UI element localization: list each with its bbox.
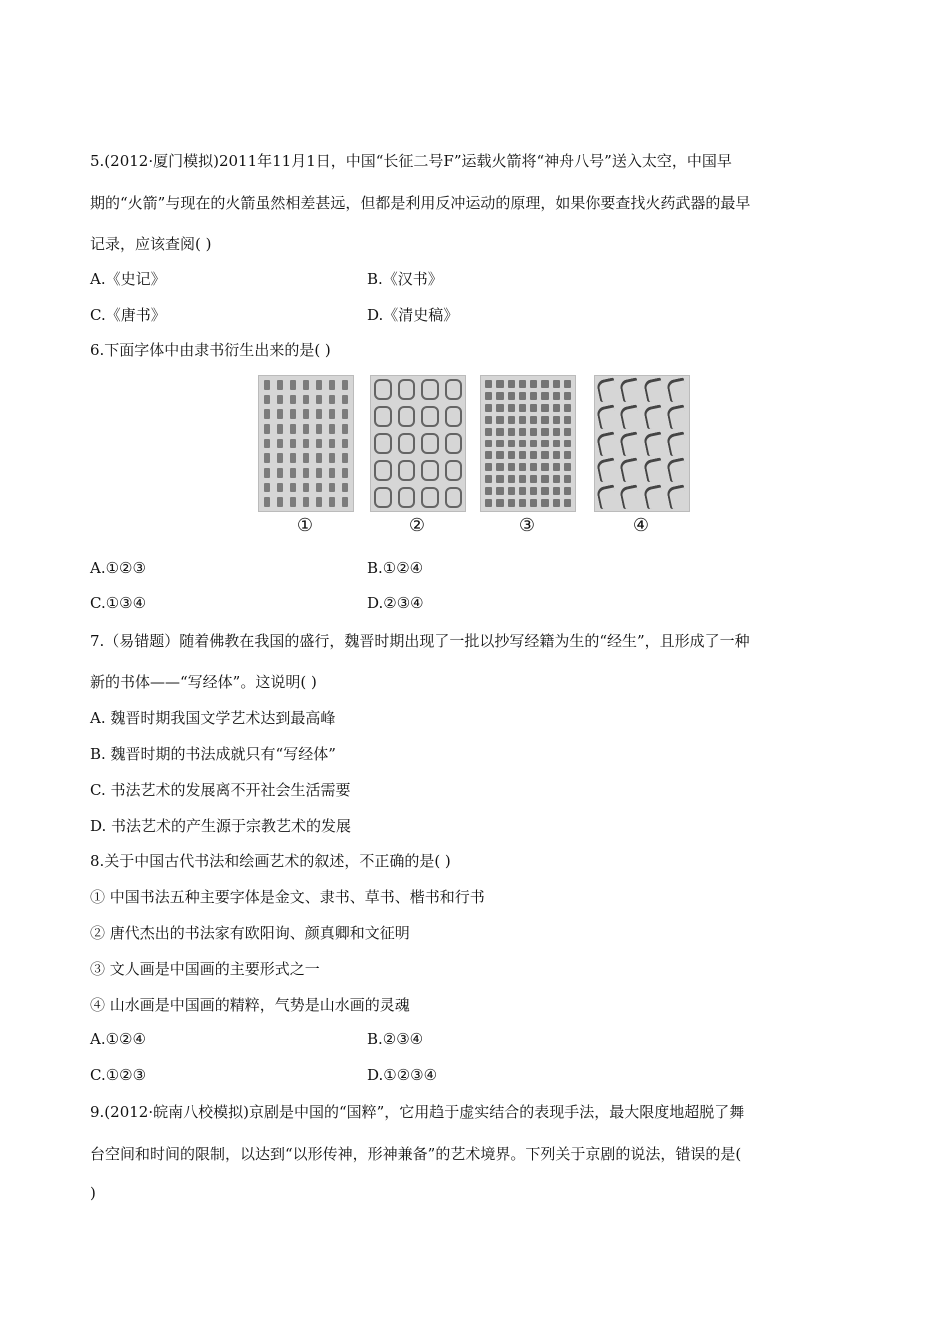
glyph-mark: [596, 404, 618, 429]
glyph-mark: [277, 439, 283, 449]
glyph-mark: [342, 424, 348, 434]
glyph-mark: [508, 475, 515, 483]
glyph-mark: [496, 487, 503, 495]
glyph-mark: [264, 439, 270, 449]
glyph-mark: [329, 497, 335, 507]
glyph-mark: [398, 379, 416, 400]
calligraphy-sample-3-image: [480, 375, 576, 512]
glyph-mark: [342, 483, 348, 493]
glyph-mark: [374, 433, 392, 454]
glyph-mark: [316, 380, 322, 390]
q8-statement-4: ④ 山水画是中国画的精粹，气势是山水画的灵魂: [90, 996, 410, 1014]
glyph-mark: [342, 468, 348, 478]
glyph-mark: [553, 392, 560, 400]
glyph-mark: [277, 395, 283, 405]
glyph-mark: [530, 404, 537, 412]
glyph-mark: [666, 377, 688, 402]
glyph-mark: [530, 380, 537, 388]
glyph-mark: [329, 483, 335, 493]
glyph-mark: [303, 395, 309, 405]
glyph-mark: [564, 440, 571, 448]
glyph-mark: [666, 485, 688, 510]
glyph-mark: [508, 416, 515, 424]
glyph-mark: [445, 379, 463, 400]
q8-option-b: B.②③④: [367, 1030, 424, 1048]
glyph-mark: [421, 379, 439, 400]
glyph-mark: [277, 380, 283, 390]
glyph-mark: [496, 440, 503, 448]
glyph-mark: [541, 499, 548, 507]
glyph-mark: [316, 468, 322, 478]
glyph-mark: [485, 380, 492, 388]
q8-statement-2: ② 唐代杰出的书法家有欧阳询、颜真卿和文征明: [90, 924, 410, 942]
glyph-mark: [485, 428, 492, 436]
glyph-mark: [519, 380, 526, 388]
glyph-mark: [264, 483, 270, 493]
glyph-mark: [342, 453, 348, 463]
glyph-mark: [316, 439, 322, 449]
glyph-mark: [519, 428, 526, 436]
glyph-mark: [485, 392, 492, 400]
glyph-mark: [508, 392, 515, 400]
glyph-mark: [553, 404, 560, 412]
glyph-mark: [303, 380, 309, 390]
glyph-mark: [290, 468, 296, 478]
glyph-mark: [541, 404, 548, 412]
glyph-mark: [277, 453, 283, 463]
glyph-mark: [541, 487, 548, 495]
glyph-mark: [553, 463, 560, 471]
glyph-mark: [564, 428, 571, 436]
figure-label-1: ①: [296, 515, 314, 536]
glyph-mark: [329, 439, 335, 449]
glyph-mark: [541, 416, 548, 424]
glyph-mark: [519, 416, 526, 424]
glyph-mark: [496, 451, 503, 459]
q7-line-2: 新的书体——“写经体”。这说明( ): [90, 673, 317, 691]
q7-option-d: D. 书法艺术的产生源于宗教艺术的发展: [90, 817, 352, 835]
glyph-mark: [530, 499, 537, 507]
glyph-mark: [553, 416, 560, 424]
glyph-mark: [398, 487, 416, 508]
glyph-mark: [421, 406, 439, 427]
glyph-mark: [398, 460, 416, 481]
glyph-mark: [564, 499, 571, 507]
glyph-mark: [619, 377, 641, 402]
glyph-mark: [553, 475, 560, 483]
q5-option-a: A.《史记》: [90, 270, 166, 288]
glyph-mark: [277, 483, 283, 493]
q9-line-1: 9.(2012·皖南八校模拟)京剧是中国的“国粹”，它用趋于虚实结合的表现手法，最大限度地超脱了舞: [90, 1103, 745, 1121]
glyph-mark: [519, 499, 526, 507]
q6-line-1: 6.下面字体中由隶书衍生出来的是( ): [90, 341, 331, 359]
glyph-mark: [519, 487, 526, 495]
glyph-mark: [421, 433, 439, 454]
glyph-mark: [316, 497, 322, 507]
glyph-mark: [564, 380, 571, 388]
glyph-mark: [666, 458, 688, 483]
glyph-mark: [496, 404, 503, 412]
glyph-mark: [277, 409, 283, 419]
glyph-mark: [508, 440, 515, 448]
glyph-mark: [619, 458, 641, 483]
glyph-mark: [496, 499, 503, 507]
glyph-mark: [642, 404, 664, 429]
glyph-mark: [342, 395, 348, 405]
glyph-mark: [642, 485, 664, 510]
glyph-mark: [485, 487, 492, 495]
glyph-mark: [264, 380, 270, 390]
glyph-mark: [290, 395, 296, 405]
glyph-mark: [666, 431, 688, 456]
glyph-mark: [485, 463, 492, 471]
glyph-mark: [541, 463, 548, 471]
glyph-mark: [530, 428, 537, 436]
glyph-mark: [421, 487, 439, 508]
glyph-mark: [398, 406, 416, 427]
glyph-mark: [329, 380, 335, 390]
calligraphy-figure: [258, 370, 694, 540]
glyph-mark: [329, 424, 335, 434]
glyph-mark: [264, 424, 270, 434]
glyph-mark: [541, 392, 548, 400]
glyph-mark: [316, 409, 322, 419]
glyph-mark: [541, 380, 548, 388]
glyph-mark: [290, 453, 296, 463]
glyph-mark: [596, 431, 618, 456]
glyph-mark: [496, 416, 503, 424]
glyph-mark: [553, 428, 560, 436]
glyph-mark: [329, 453, 335, 463]
calligraphy-sample-2-image: [370, 375, 466, 512]
glyph-mark: [596, 458, 618, 483]
q5-line-2: 期的“火箭”与现在的火箭虽然相差甚远，但都是利用反冲运动的原理，如果你要查找火药武器的最早: [90, 194, 751, 212]
glyph-mark: [530, 416, 537, 424]
q7-line-1: 7.（易错题）随着佛教在我国的盛行，魏晋时期出现了一批以抄写经籍为生的“经生”，且形成了一种: [90, 632, 750, 650]
q5-option-b: B.《汉书》: [367, 270, 443, 288]
glyph-mark: [374, 379, 392, 400]
glyph-mark: [485, 440, 492, 448]
glyph-mark: [564, 451, 571, 459]
glyph-mark: [277, 424, 283, 434]
glyph-mark: [564, 487, 571, 495]
glyph-mark: [519, 463, 526, 471]
glyph-mark: [485, 475, 492, 483]
q7-option-c: C. 书法艺术的发展离不开社会生活需要: [90, 781, 351, 799]
glyph-mark: [642, 431, 664, 456]
q9-line-2: 台空间和时间的限制，以达到“以形传神，形神兼备”的艺术境界。下列关于京剧的说法，错误的是(: [90, 1145, 742, 1163]
glyph-mark: [485, 499, 492, 507]
glyph-mark: [374, 460, 392, 481]
glyph-mark: [290, 409, 296, 419]
q6-option-d: D.②③④: [367, 594, 424, 612]
glyph-mark: [496, 428, 503, 436]
glyph-mark: [290, 424, 296, 434]
q8-option-a: A.①②④: [90, 1030, 146, 1048]
glyph-mark: [553, 499, 560, 507]
glyph-mark: [342, 439, 348, 449]
glyph-mark: [530, 392, 537, 400]
glyph-mark: [666, 404, 688, 429]
glyph-mark: [519, 451, 526, 459]
glyph-mark: [342, 409, 348, 419]
glyph-mark: [596, 485, 618, 510]
glyph-mark: [290, 483, 296, 493]
glyph-mark: [264, 453, 270, 463]
glyph-mark: [530, 440, 537, 448]
glyph-mark: [508, 451, 515, 459]
figure-label-2: ②: [408, 515, 426, 536]
q8-option-c: C.①②③: [90, 1066, 147, 1084]
glyph-mark: [530, 475, 537, 483]
q6-option-c: C.①③④: [90, 594, 147, 612]
q9-line-3: ): [90, 1184, 96, 1202]
glyph-mark: [541, 428, 548, 436]
glyph-mark: [342, 380, 348, 390]
calligraphy-sample-4-image: [594, 375, 690, 512]
glyph-mark: [264, 409, 270, 419]
glyph-mark: [303, 453, 309, 463]
q7-option-a: A. 魏晋时期我国文学艺术达到最高峰: [90, 709, 336, 727]
glyph-mark: [553, 440, 560, 448]
glyph-mark: [329, 409, 335, 419]
glyph-mark: [445, 433, 463, 454]
q6-option-b: B.①②④: [367, 559, 424, 577]
q5-line-3: 记录，应该查阅( ): [90, 235, 212, 253]
q7-option-b: B. 魏晋时期的书法成就只有“写经体”: [90, 745, 336, 763]
glyph-mark: [303, 439, 309, 449]
glyph-mark: [508, 487, 515, 495]
q5-option-c: C.《唐书》: [90, 306, 166, 324]
glyph-mark: [445, 487, 463, 508]
glyph-mark: [519, 392, 526, 400]
glyph-mark: [303, 468, 309, 478]
glyph-mark: [290, 497, 296, 507]
glyph-mark: [316, 395, 322, 405]
calligraphy-sample-1-image: [258, 375, 354, 512]
glyph-mark: [329, 395, 335, 405]
glyph-mark: [519, 475, 526, 483]
glyph-mark: [485, 416, 492, 424]
glyph-mark: [277, 497, 283, 507]
glyph-mark: [619, 431, 641, 456]
glyph-mark: [316, 424, 322, 434]
glyph-mark: [264, 395, 270, 405]
glyph-mark: [530, 463, 537, 471]
glyph-mark: [619, 404, 641, 429]
glyph-mark: [374, 487, 392, 508]
q6-option-a: A.①②③: [90, 559, 146, 577]
glyph-mark: [290, 439, 296, 449]
glyph-mark: [496, 392, 503, 400]
glyph-mark: [508, 499, 515, 507]
figure-label-4: ④: [632, 515, 650, 536]
glyph-mark: [445, 460, 463, 481]
glyph-mark: [445, 406, 463, 427]
glyph-mark: [541, 440, 548, 448]
glyph-mark: [374, 406, 392, 427]
q5-option-d: D.《清史稿》: [367, 306, 459, 324]
glyph-mark: [303, 497, 309, 507]
glyph-mark: [530, 451, 537, 459]
q8-statement-1: ① 中国书法五种主要字体是金文、隶书、草书、楷书和行书: [90, 888, 485, 906]
glyph-mark: [541, 451, 548, 459]
glyph-mark: [564, 404, 571, 412]
q8-option-d: D.①②③④: [367, 1066, 438, 1084]
glyph-mark: [541, 475, 548, 483]
glyph-mark: [316, 453, 322, 463]
glyph-mark: [596, 377, 618, 402]
glyph-mark: [519, 440, 526, 448]
glyph-mark: [564, 463, 571, 471]
glyph-mark: [564, 475, 571, 483]
glyph-mark: [508, 404, 515, 412]
glyph-mark: [508, 428, 515, 436]
glyph-mark: [421, 460, 439, 481]
figure-label-3: ③: [518, 515, 536, 536]
glyph-mark: [303, 409, 309, 419]
glyph-mark: [496, 380, 503, 388]
glyph-mark: [264, 497, 270, 507]
glyph-mark: [485, 451, 492, 459]
glyph-mark: [264, 468, 270, 478]
glyph-mark: [642, 458, 664, 483]
glyph-mark: [316, 483, 322, 493]
glyph-mark: [496, 475, 503, 483]
glyph-mark: [398, 433, 416, 454]
glyph-mark: [303, 483, 309, 493]
glyph-mark: [642, 377, 664, 402]
glyph-mark: [519, 404, 526, 412]
glyph-mark: [564, 392, 571, 400]
glyph-mark: [303, 424, 309, 434]
glyph-mark: [508, 380, 515, 388]
glyph-mark: [553, 487, 560, 495]
glyph-mark: [553, 451, 560, 459]
glyph-mark: [530, 487, 537, 495]
glyph-mark: [564, 416, 571, 424]
glyph-mark: [553, 380, 560, 388]
glyph-mark: [329, 468, 335, 478]
q8-statement-3: ③ 文人画是中国画的主要形式之一: [90, 960, 320, 978]
glyph-mark: [277, 468, 283, 478]
glyph-mark: [290, 380, 296, 390]
q8-line-1: 8.关于中国古代书法和绘画艺术的叙述，不正确的是( ): [90, 852, 451, 870]
q5-line-1: 5.(2012·厦门模拟)2011年11月1日，中国“长征二号F”运载火箭将“神舟八号”送入太空，中国早: [90, 152, 732, 170]
glyph-mark: [496, 463, 503, 471]
glyph-mark: [619, 485, 641, 510]
glyph-mark: [342, 497, 348, 507]
glyph-mark: [508, 463, 515, 471]
glyph-mark: [485, 404, 492, 412]
